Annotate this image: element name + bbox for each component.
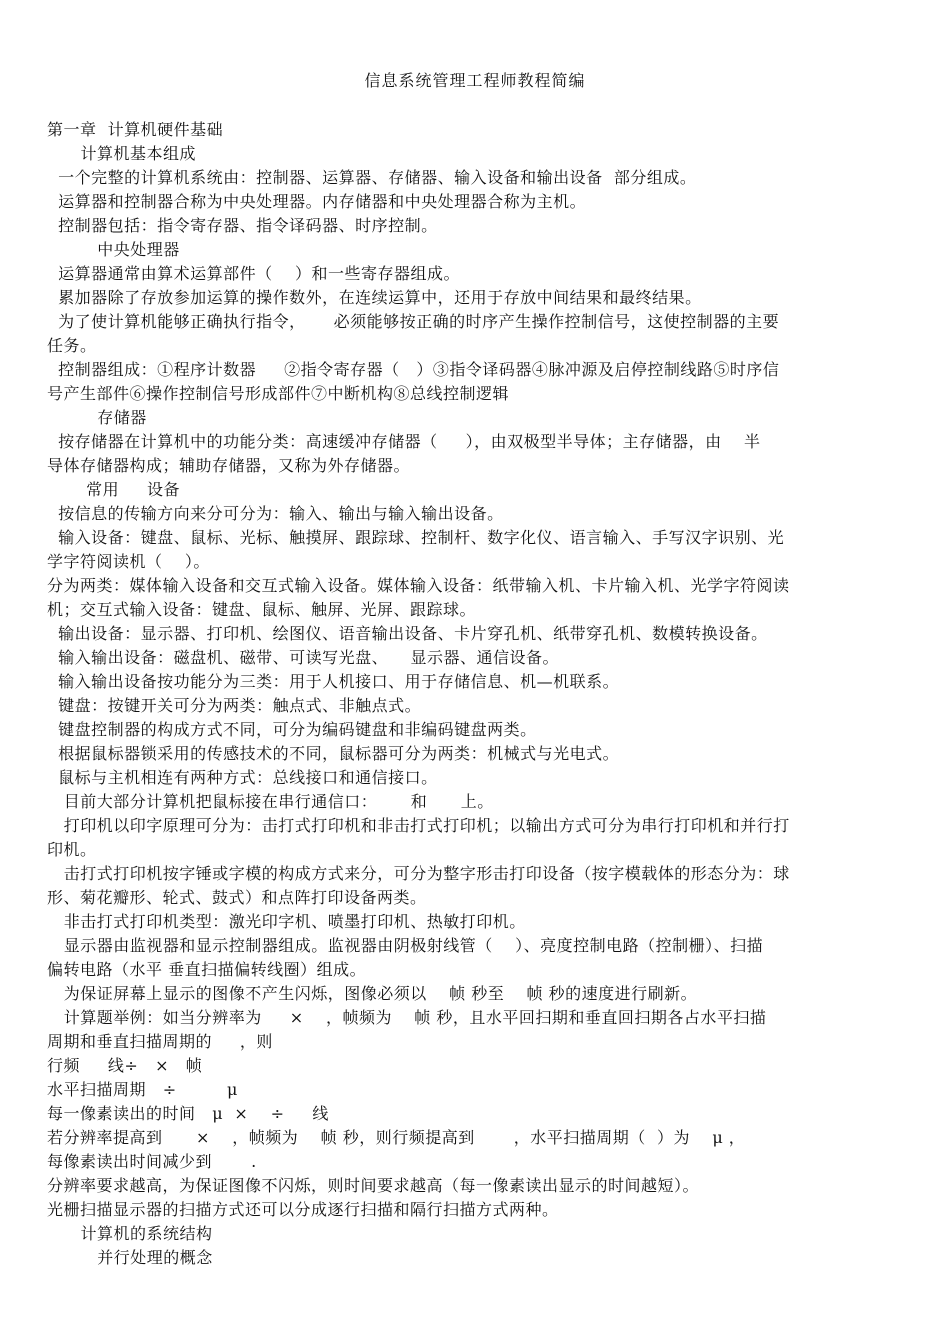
text-line: 非击打式打印机类型：激光印字机、喷墨打印机、热敏打印机。 bbox=[47, 912, 526, 931]
text-line: 控制器包括：指令寄存器、指令译码器、时序控制。 bbox=[47, 216, 438, 235]
text-line: 输入输出设备：磁盘机、磁带、可读写光盘、 显示器、通信设备。 bbox=[47, 648, 560, 667]
text-line: 显示器由监视器和显示控制器组成。监视器由阴极射线管（ ）、亮度控制电路（控制栅）、扫描 bbox=[47, 936, 764, 955]
text-line: 为了使计算机能够正确执行指令， 必须能够按正确的时序产生操作控制信号，这使控制器的主要 bbox=[47, 312, 780, 331]
text-line: 打印机以印字原理可分为：击打式打印机和非击打式打印机；以输出方式可分为串行打印机和并行打 bbox=[47, 816, 790, 835]
text-line: 输入输出设备按功能分为三类：用于人机接口、用于存储信息、机—机联系。 bbox=[47, 672, 620, 691]
text-line: 按信息的传输方向来分可分为：输入、输出与输入输出设备。 bbox=[47, 504, 504, 523]
text-line: 常用 设备 bbox=[47, 480, 181, 499]
text-line: 任务。 bbox=[47, 336, 97, 355]
text-line: 每像素读出时间减少到 . bbox=[47, 1152, 257, 1171]
text-line: 鼠标与主机相连有两种方式：总线接口和通信接口。 bbox=[47, 768, 438, 787]
text-line: 偏转电路（水平 垂直扫描偏转线圈）组成。 bbox=[47, 960, 367, 979]
text-line: 中央处理器 bbox=[47, 240, 180, 259]
text-line: 光栅扫描显示器的扫描方式还可以分成逐行扫描和隔行扫描方式两种。 bbox=[47, 1200, 559, 1219]
text-line: 运算器通常由算术运算部件（ ）和一些寄存器组成。 bbox=[47, 264, 461, 283]
text-line: 控制器组成：①程序计数器 ②指令寄存器（ ）③指令译码器④脉冲源及启停控制线路⑤时序信 bbox=[47, 360, 780, 379]
text-line: 一个完整的计算机系统由：控制器、运算器、存储器、输入设备和输出设备 部分组成。 bbox=[47, 168, 697, 187]
text-line: 机；交互式输入设备：键盘、鼠标、触屏、光屏、跟踪球。 bbox=[47, 600, 477, 619]
text-line: 若分辨率提高到 × ，帧频为 帧 秒，则行频提高到 ，水平扫描周期（ ）为 μ ， bbox=[47, 1128, 746, 1147]
text-line: 并行处理的概念 bbox=[47, 1248, 213, 1267]
text-line: 分为两类：媒体输入设备和交互式输入设备。媒体输入设备：纸带输入机、卡片输入机、光学字符阅读 bbox=[47, 576, 790, 595]
text-line: 号产生部件⑥操作控制信号形成部件⑦中断机构⑧总线控制逻辑 bbox=[47, 384, 510, 403]
text-line: 分辨率要求越高，为保证图像不闪烁，则时间要求越高（每一像素读出显示的时间越短）。 bbox=[47, 1176, 700, 1195]
text-line: 形、菊花瓣形、轮式、鼓式）和点阵打印设备两类。 bbox=[47, 888, 427, 907]
text-line: 存储器 bbox=[47, 408, 147, 427]
text-line: 击打式打印机按字锤或字模的构成方式来分，可分为整字形击打印设备（按字模载体的形态分为：球 bbox=[47, 864, 790, 883]
text-line: 运算器和控制器合称为中央处理器。内存储器和中央处理器合称为主机。 bbox=[47, 192, 587, 211]
text-line: 印机。 bbox=[47, 840, 97, 859]
document-title: 信息系统管理工程师教程简编 bbox=[364, 71, 586, 90]
text-line: 导体存储器构成；辅助存储器，又称为外存储器。 bbox=[47, 456, 411, 475]
text-line: 目前大部分计算机把鼠标接在串行通信口： 和 上。 bbox=[47, 792, 494, 811]
text-line: 学字符阅读机（ ）。 bbox=[47, 552, 210, 571]
text-line: 累加器除了存放参加运算的操作数外，在连续运算中，还用于存放中间结果和最终结果。 bbox=[47, 288, 702, 307]
text-line: 计算机的系统结构 bbox=[47, 1224, 213, 1243]
text-line: 行频 线÷ × 帧 bbox=[47, 1056, 203, 1075]
text-line: 周期和垂直扫描周期的 ，则 bbox=[47, 1032, 273, 1051]
text-line: 水平扫描周期 ÷ μ bbox=[47, 1080, 238, 1099]
text-line: 为保证屏幕上显示的图像不产生闪烁，图像必须以 帧 秒至 帧 秒的速度进行刷新。 bbox=[47, 984, 698, 1003]
text-line: 计算题举例：如当分辨率为 × ，帧频为 帧 秒，且水平回扫期和垂直回扫期各占水平扫描 bbox=[47, 1008, 767, 1027]
text-line: 键盘控制器的构成方式不同，可分为编码键盘和非编码键盘两类。 bbox=[47, 720, 537, 739]
text-line: 输出设备：显示器、打印机、绘图仪、语音输出设备、卡片穿孔机、纸带穿孔机、数模转换设备。 bbox=[47, 624, 768, 643]
text-line: 计算机基本组成 bbox=[47, 144, 197, 163]
text-line: 输入设备：键盘、鼠标、光标、触摸屏、跟踪球、控制杆、数字化仪、语言输入、手写汉字识别、光 bbox=[47, 528, 785, 547]
text-line: 按存储器在计算机中的功能分类：高速缓冲存储器（ ），由双极型半导体；主存储器，由 半 bbox=[47, 432, 761, 451]
text-line: 根据鼠标器锁采用的传感技术的不同，鼠标器可分为两类：机械式与光电式。 bbox=[47, 744, 620, 763]
text-line: 键盘：按键开关可分为两类：触点式、非触点式。 bbox=[47, 696, 422, 715]
text-line: 每一像素读出的时间 μ × ÷ 线 bbox=[47, 1104, 329, 1123]
text-line: 第一章 计算机硬件基础 bbox=[47, 120, 224, 139]
